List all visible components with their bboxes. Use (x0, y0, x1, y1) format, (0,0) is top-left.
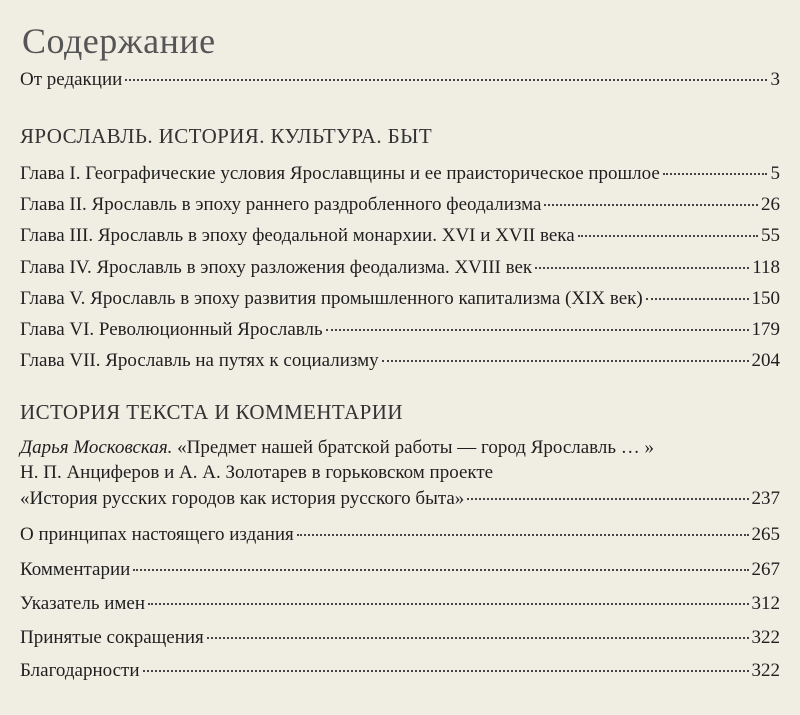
toc-entry-label: Комментарии (20, 559, 131, 580)
dot-leader (544, 203, 758, 206)
toc-page-number: 322 (751, 627, 780, 648)
toc-page-number: 150 (751, 288, 780, 309)
toc-entry-chapter-5[interactable] (20, 287, 780, 311)
toc-entry-chapter-3[interactable] (20, 224, 780, 248)
dot-leader (125, 78, 767, 81)
toc-page-number: 118 (752, 257, 780, 278)
toc-entry-chapter-7[interactable] (20, 349, 780, 373)
dot-leader (148, 602, 748, 605)
dot-leader (133, 568, 748, 571)
dot-leader (207, 636, 749, 639)
toc-entry-comments[interactable] (20, 558, 780, 582)
toc-page-number: 204 (751, 350, 780, 371)
toc-entry-label: Глава III. Ярославль в эпоху феодальной монархии. XVI и XVII века (20, 225, 575, 246)
toc-page-number: 322 (751, 660, 780, 681)
toc-entry-chapter-2[interactable] (20, 193, 780, 217)
toc-entry-label: Глава V. Ярославль в эпоху развития промышленного капитализма (XIX век) (20, 288, 643, 309)
toc-entry-label: Указатель имен (20, 593, 146, 614)
toc-entry-label: От редакции (20, 69, 123, 90)
toc-page-number: 237 (751, 488, 780, 509)
toc-page-number: 55 (761, 225, 780, 246)
dot-leader (143, 669, 749, 672)
toc-entry-label: «История русских городов как история русского быта» (20, 488, 465, 509)
dot-leader (467, 497, 748, 500)
toc-entry-acknowledgements[interactable] (20, 659, 780, 683)
toc-entry-article-line-2 (20, 461, 493, 485)
toc-entry-chapter-6[interactable] (20, 318, 780, 342)
toc-page-number: 3 (770, 69, 780, 90)
toc-entry-label: Благодарности (20, 660, 140, 681)
dot-leader (535, 266, 749, 269)
dot-leader (646, 297, 749, 300)
toc-entry-label: Глава VII. Ярославль на путях к социализму (20, 350, 379, 371)
toc-page-number: 267 (751, 559, 780, 580)
toc-entry-label: Глава VI. Революционный Ярославль (20, 319, 323, 340)
toc-entry-principles[interactable] (20, 523, 780, 547)
toc-page-number: 5 (770, 163, 780, 184)
toc-entry-article[interactable] (20, 487, 780, 511)
toc-entry-label: Глава II. Ярославль в эпоху раннего раздробленного феодализма (20, 194, 542, 215)
dot-leader (297, 533, 749, 536)
page-title: Содержание (22, 21, 216, 61)
toc-page-number: 179 (751, 319, 780, 340)
toc-entry-intro[interactable] (20, 68, 780, 92)
toc-entry-label: Принятые сокращения (20, 627, 204, 648)
toc-entry-article-line-1[interactable] (20, 436, 654, 460)
section-heading-history: ЯРОСЛАВЛЬ. ИСТОРИЯ. КУЛЬТУРА. БЫТ (20, 124, 433, 148)
toc-page-number: 26 (761, 194, 780, 215)
dot-leader (663, 172, 767, 175)
article-author: Дарья Московская. (20, 437, 173, 458)
toc-entry-index[interactable] (20, 592, 780, 616)
toc-page-number: 312 (751, 593, 780, 614)
toc-entry-chapter-4[interactable] (20, 256, 780, 280)
toc-entry-label: Глава I. Географические условия Ярославщины и ее праисторическое прошлое (20, 163, 660, 184)
toc-page-number: 265 (751, 524, 780, 545)
toc-entry-chapter-1[interactable] (20, 162, 780, 186)
dot-leader (326, 328, 749, 331)
toc-entry-abbreviations[interactable] (20, 626, 780, 650)
toc-entry-label: О принципах настоящего издания (20, 524, 294, 545)
toc-entry-label: Глава IV. Ярославль в эпоху разложения феодализма. XVIII век (20, 257, 533, 278)
section-heading-commentary: ИСТОРИЯ ТЕКСТА И КОММЕНТАРИИ (20, 400, 403, 424)
article-title-part-1: «Предмет нашей братской работы — город Ярославль … » (177, 437, 655, 458)
dot-leader (578, 234, 758, 237)
article-title-part-2: Н. П. Анциферов и А. А. Золотарев в горьковском проекте (20, 462, 494, 483)
dot-leader (382, 359, 749, 362)
